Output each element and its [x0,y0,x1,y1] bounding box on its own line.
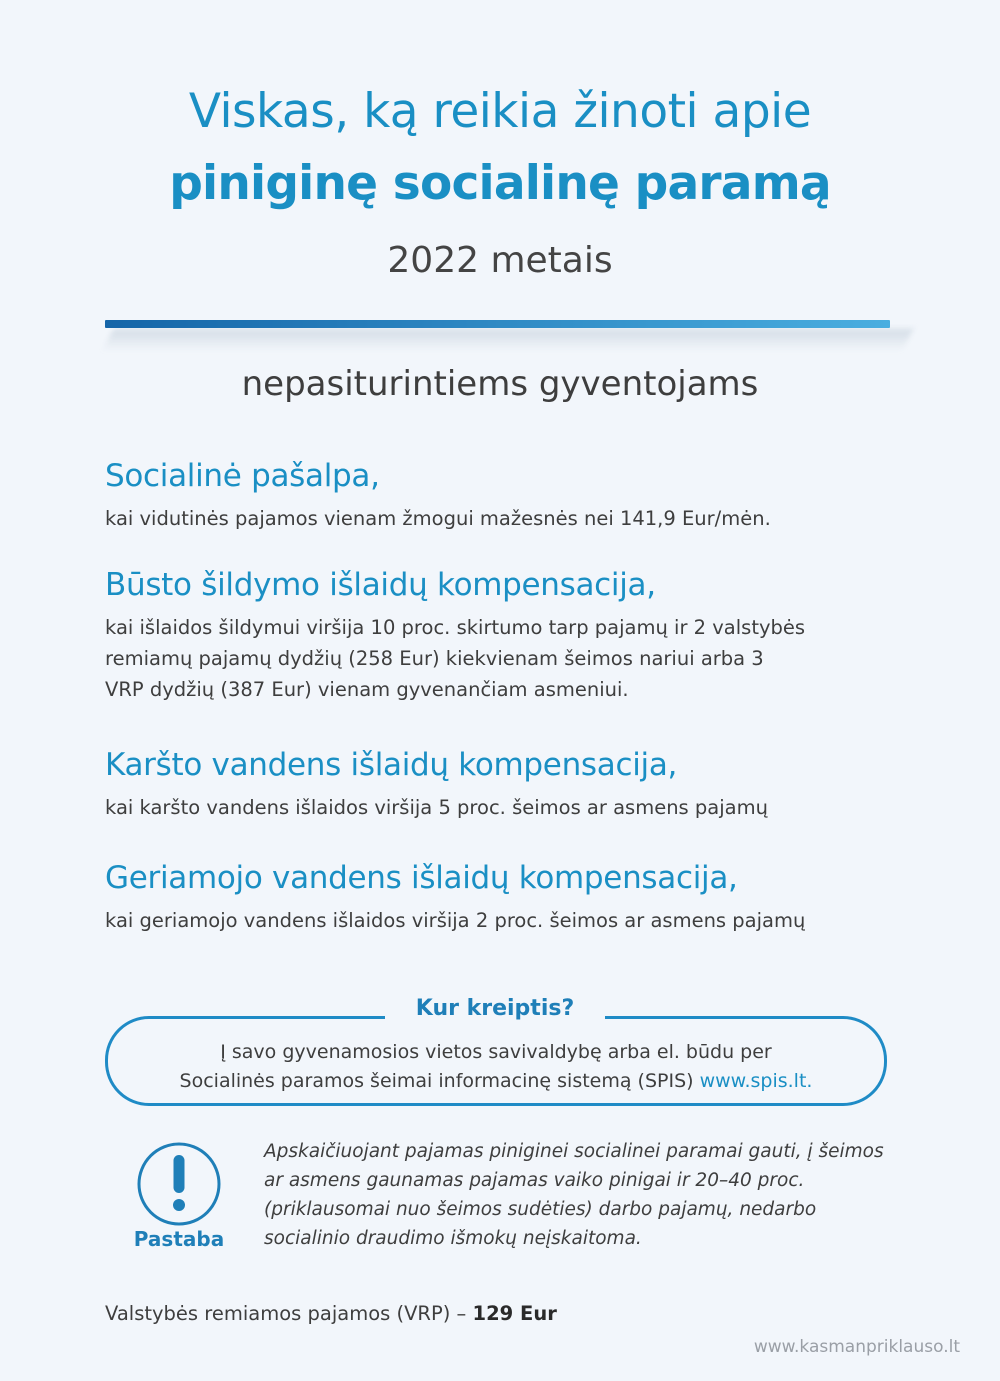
vrp-info [105,1302,557,1325]
where-line-2 [105,1067,887,1096]
divider-shadow [103,329,913,351]
description-line: VRP dydžių (387 Eur) vienam gyvenančiam asmeniui. [105,678,629,701]
note-label: Pastaba [133,1227,225,1251]
spis-link[interactable]: www.spis.lt. [699,1070,813,1092]
where-to-apply-title: Kur kreiptis? [415,996,575,1021]
section-title: Socialinė pašalpa, [105,458,380,494]
where-line-1: Į savo gyvenamosios vietos savivaldybę arba el. būdu per [220,1041,772,1063]
title-year: 2022 metais [387,240,613,281]
section-description [105,612,925,705]
section-drinking-water-compensation [105,860,925,936]
section-title: Būsto šildymo išlaidų kompensacija, [105,567,656,603]
where-to-apply-text [105,1038,887,1096]
note-line: socialinio draudimo išmokų neįskaitoma. [264,1228,642,1249]
vrp-text: Valstybės remiamos pajamos (VRP) – [105,1302,473,1325]
description-line: kai išlaidos šildymui viršija 10 proc. skirtumo tarp pajamų ir 2 valstybės [105,616,806,639]
section-social-allowance [105,458,925,534]
section-title: Geriamojo vandens išlaidų kompensacija, [105,860,738,896]
vrp-value: 129 Eur [472,1302,557,1325]
section-description: kai karšto vandens išlaidos viršija 5 proc. šeimos ar asmens pajamų [105,796,768,819]
website-url[interactable]: www.kasmanpriklauso.lt [753,1337,960,1357]
exclamation-circle-icon [136,1141,222,1227]
section-description: kai geriamojo vandens išlaidos viršija 2 proc. šeimos ar asmens pajamų [105,909,806,932]
note-text [264,1137,904,1253]
page-subtitle: nepasiturintiems gyventojams [241,364,759,404]
section-hot-water-compensation [105,747,925,823]
note-line: Apskaičiuojant pajamas piniginei socialinei paramai gauti, į šeimos [264,1141,884,1162]
title-line-2: piniginę socialinę paramą [169,156,831,211]
section-heating-compensation [105,567,925,705]
header-divider [105,320,890,328]
description-line: remiamų pajamų dydžių (258 Eur) kiekvienam šeimos nariui arba 3 [105,647,764,670]
section-description: kai vidutinės pajamos vienam žmogui mažesnės nei 141,9 Eur/mėn. [105,507,771,530]
note-line: ar asmens gaunamas pajamas vaiko pinigai ir 20–40 proc. [264,1170,805,1191]
title-line-1: Viskas, ką reikia žinoti apie [188,84,812,139]
where-line-2-text: Socialinės paramos šeimai informacinę sistemą (SPIS) [179,1070,700,1092]
note-line: (priklausomai nuo šeimos sudėties) darbo pajamų, nedarbo [264,1199,817,1220]
section-title: Karšto vandens išlaidų kompensacija, [105,747,678,783]
